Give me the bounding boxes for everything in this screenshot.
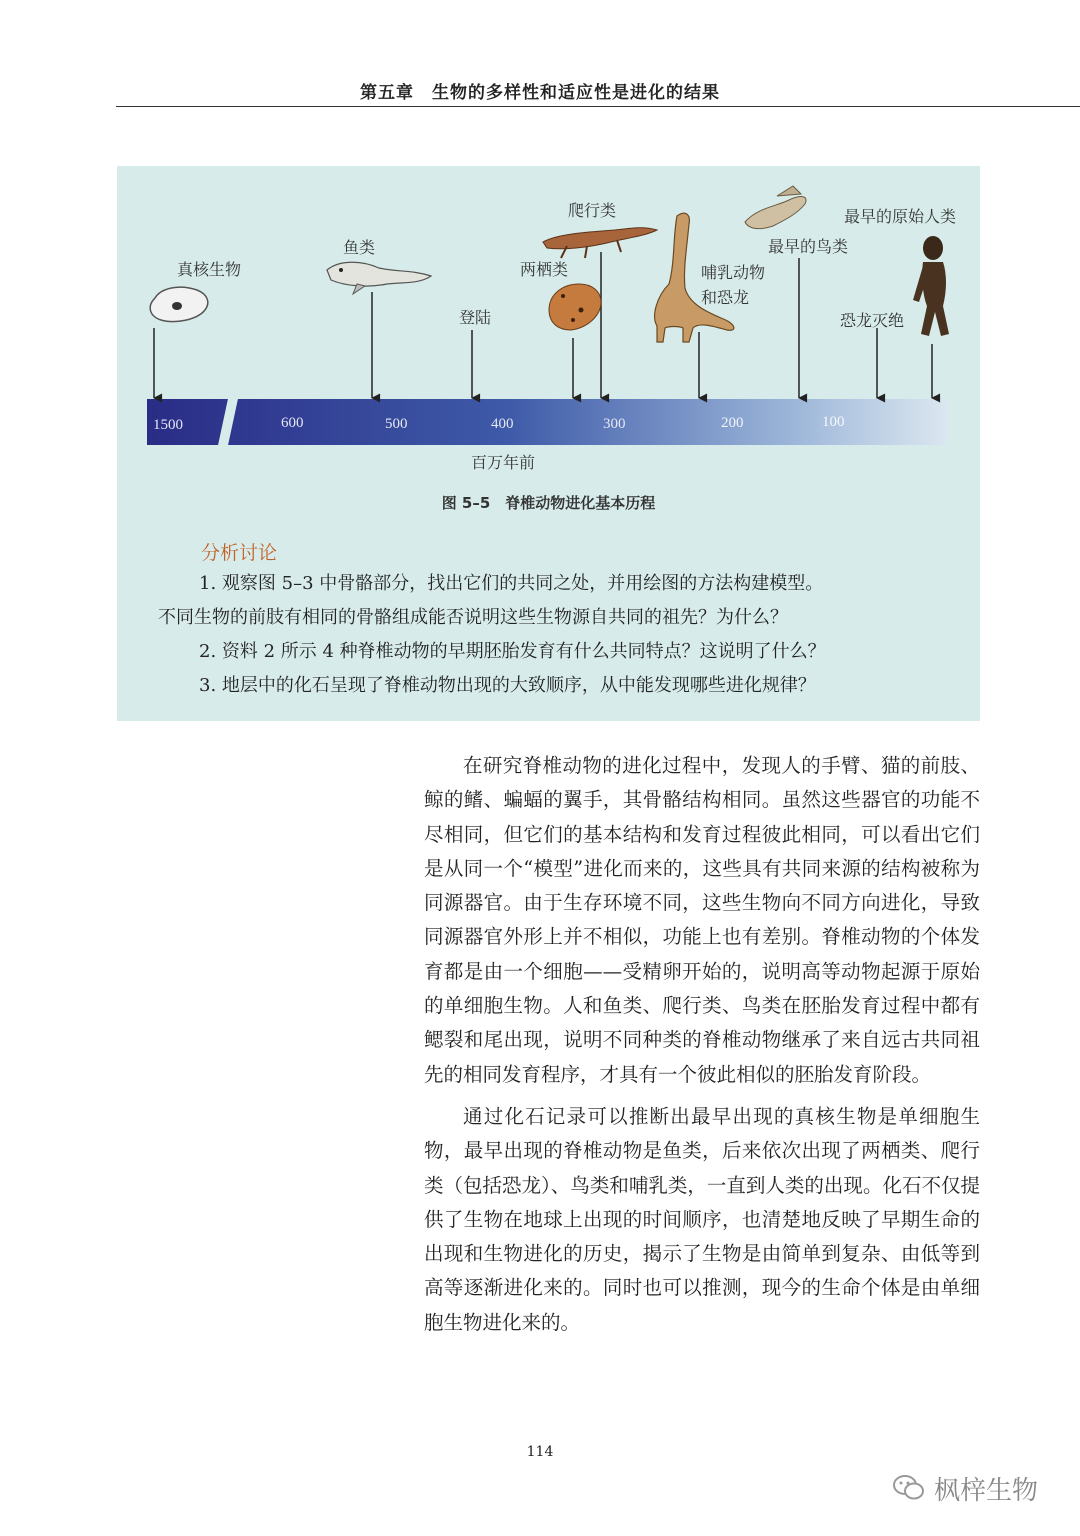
label-reptile: 爬行类 (568, 201, 617, 220)
amphibian-frog-illustration (549, 284, 601, 330)
early-bird-illustration (745, 186, 806, 229)
label-early-human: 最早的原始人类 (844, 207, 957, 226)
figure-panel (117, 166, 980, 721)
label-amphibian: 两栖类 (520, 260, 569, 279)
tick-label-600: 600 (281, 415, 304, 431)
axis-label: 百万年前 (471, 453, 536, 472)
tick-label-1500: 1500 (153, 417, 183, 433)
label-eukaryote: 真核生物 (177, 260, 242, 279)
label-dinosaur-extinction: 恐龙灭绝 (840, 311, 905, 330)
body-paragraph-2: 通过化石记录可以推断出最早出现的真核生物是单细胞生物，最早出现的脊椎动物是鱼类，后来依次出现了两栖类、爬行类（包括恐龙）、鸟类和哺乳类，一直到人类的出现。化石不仅提供了生物在地球上出现的时间顺序，也清楚地反映了早期生命的出现和生物进化的历史，揭示了生物是由简单到复杂、由低等到高等逐渐进化来的。同时也可以推测，现今的生命个体是由单细胞生物进化来的。 (424, 1104, 980, 1334)
tick-label-100: 100 (822, 414, 845, 430)
label-fish: 鱼类 (343, 238, 376, 257)
page-number: 114 (526, 1444, 554, 1460)
tick-label-300: 300 (603, 416, 626, 432)
header-divider (116, 106, 1080, 107)
question-3: 3. 地层中的化石呈现了脊椎动物出现的大致顺序，从中能发现哪些进化规律？ (199, 675, 816, 696)
tick-label-400: 400 (491, 416, 514, 432)
eukaryote-cell-illustration (150, 287, 208, 321)
figure-caption: 图 5–5 脊椎动物进化基本历程 (441, 494, 656, 512)
question-1-line-2: 不同生物的前肢有相同的骨骼组成能否说明这些生物源自共同的祖先？为什么？ (158, 607, 788, 628)
question-2: 2. 资料 2 所示 4 种脊椎动物的早期胚胎发育有什么共同特点？这说明了什么？ (199, 641, 826, 662)
watermark-text: 枫梓生物 (934, 1475, 1039, 1506)
early-human-illustration (913, 236, 949, 336)
discussion-title: 分析讨论 (201, 542, 278, 564)
tick-label-200: 200 (721, 415, 744, 431)
page-header (0, 0, 1080, 110)
reptile-illustration (543, 228, 657, 258)
chapter-title: 第五章 生物的多样性和适应性是进化的结果 (360, 83, 720, 103)
body-paragraph-1: 在研究脊椎动物的进化过程中，发现人的手臂、猫的前肢、鲸的鳍、蝙蝠的翼手，其骨骼结构相同。虽然这些器官的功能不尽相同，但它们的基本结构和发育过程彼此相同，可以看出它们是从同一个“模型”进化而来的，这些具有共同来源的结构被称为同源器官。由于生存环境不同，这些生物向不同方向进化，导致同源器官外形上并不相似，功能上也有差别。脊椎动物的个体发育都是由一个细胞——受精卵开始的，说明高等动物起源于原始的单细胞生物。人和鱼类、爬行类、鸟类在胚胎发育过程中都有鳃裂和尾出现，说明不同种类的脊椎动物继承了来自远古共同祖先的相同发育程序，才具有一个彼此相似的胚胎发育阶段。 (424, 754, 980, 1086)
question-1-line-1: 1. 观察图 5–3 中骨骼部分，找出它们的共同之处，并用绘图的方法构建模型。 (199, 573, 824, 594)
wechat-icon (892, 1473, 926, 1503)
label-landing: 登陆 (459, 308, 492, 327)
label-mammal-line1: 哺乳动物 (701, 263, 766, 282)
label-mammal-line2: 和恐龙 (701, 288, 750, 307)
body-text (424, 749, 980, 1340)
fish-illustration (327, 262, 431, 294)
tick-label-500: 500 (385, 416, 408, 432)
watermark (892, 1468, 1038, 1508)
label-earliest-bird: 最早的鸟类 (768, 237, 849, 256)
